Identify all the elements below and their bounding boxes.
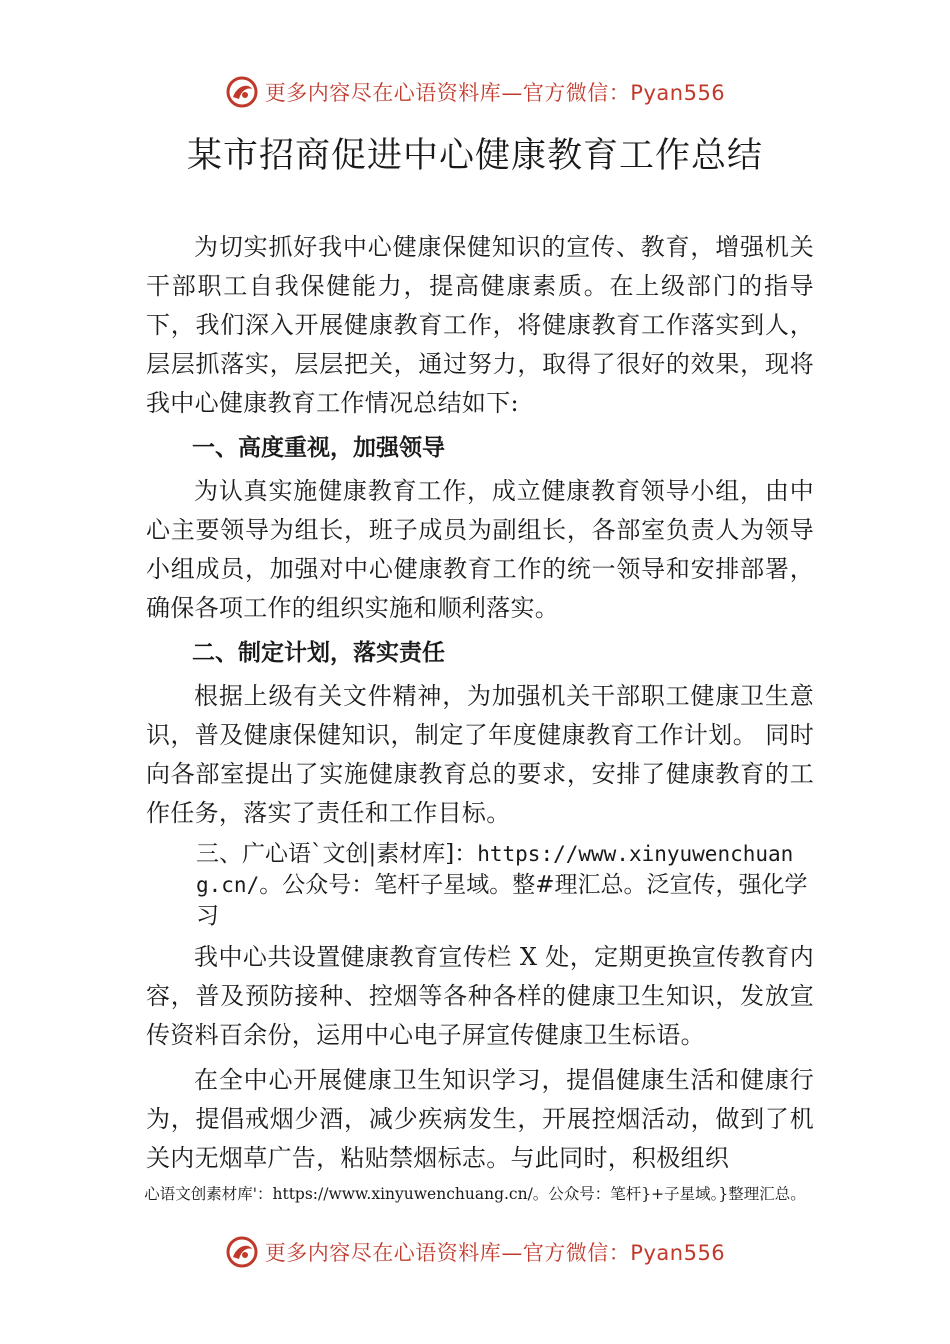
page-title: 某市招商促进中心健康教育工作总结 [186,136,763,176]
swirl-logo-icon [225,1235,259,1269]
banner-text: 更多内容尽在心语资料库—官方微信：Pyan556 [264,1241,726,1265]
section2-paragraph: 根据上级有关文件精神，为加强机关干部职工健康卫生意识，普及健康保健知识，制定了年度健康教育工作计划。 同时向各部室提出了实施健康教育总的要求，安排了健康教育的工作任务，落实了责任和工作目标。 [146,682,814,827]
section1-heading: 一、高度重视，加强领导 [192,435,445,461]
section1-paragraph: 为认真实施健康教育工作，成立健康教育领导小组，由中心主要领导为组长，班子成员为副组长，各部室负责人为领导小组成员，加强对中心健康教育工作的统一领导和安排部署，确保各项工作的组织实施和顺利落实。 [146,477,814,622]
header-banner [0,72,950,112]
document-body [146,228,814,1178]
section3-heading: 三、广心语`文创|素材库]：https://www.xinyuwenchuang.cn/。公众号：笔杆子星域。整#理汇总。泛宣传，强化学习 [196,841,808,929]
section3-url: https://www.xinyuwenchuang.cn/ [196,842,794,897]
section3-paragraph-1: 我中心共设置健康教育宣传栏 X 处，定期更换宣传教育内容，普及预防接种、控烟等各种各样的健康卫生知识，发放宣传资料百余份，运用中心电子屏宣传健康卫生标语。 [146,943,814,1049]
banner-text: 更多内容尽在心语资料库—官方微信：Pyan556 [264,81,726,105]
swirl-logo-icon [225,75,259,109]
section2-heading: 二、制定计划，落实责任 [192,640,445,666]
section3-paragraph-2: 在全中心开展健康卫生知识学习，提倡健康生活和健康行为，提倡戒烟少酒，减少疾病发生，开展控烟活动，做到了机关内无烟草广告，粘贴禁烟标志。与此同时，积极组织 [146,1066,814,1172]
footer-note: 心语文创素材库'：https://www.xinyuwenchuang.cn/。公众号：笔杆}+子星域。}整理汇总。 [144,1185,806,1203]
intro-paragraph: 为切实抓好我中心健康保健知识的宣传、教育，增强机关干部职工自我保健能力，提高健康素质。在上级部门的指导下，我们深入开展健康教育工作，将健康教育工作落实到人，层层抓落实，层层把关，通过努力，取得了很好的效果，现将我中心健康教育工作情况总结如下: [146,233,814,417]
footer-banner [0,1232,950,1272]
